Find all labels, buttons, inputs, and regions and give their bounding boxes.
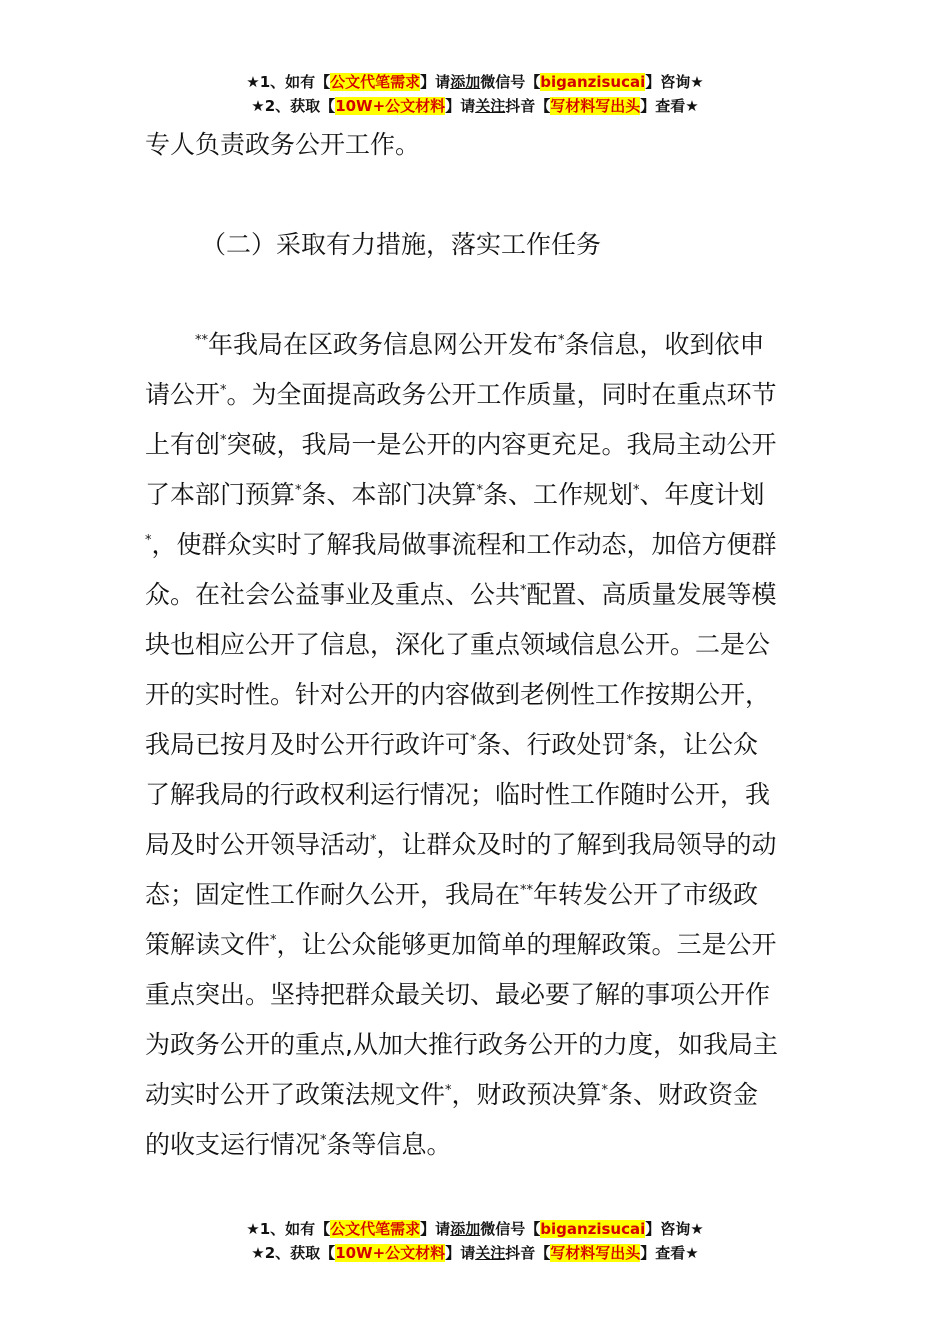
paragraph-line: *，使群众实时了解我局做事流程和工作动态，加倍方便群 [145, 530, 777, 559]
banner-text: 抖音【 [505, 97, 551, 115]
paragraph-line: 的收支运行情况*条等信息。 [145, 1130, 452, 1159]
banner-line-2 [0, 94, 950, 118]
banner-highlight: 公文代笔需求 [330, 73, 421, 91]
section-heading-block [145, 220, 810, 270]
banner-highlight: 写材料写出头 [550, 1244, 641, 1262]
document-body [145, 120, 810, 170]
banner-underlined-text: 关注 [475, 1244, 506, 1262]
banner-highlight: 10W+公文材料 [335, 97, 446, 115]
paragraph-line: 态；固定性工作耐久公开，我局在**年转发公开了市级政 [145, 880, 759, 909]
paragraph-line: 策解读文件*，让公众能够更加简单的理解政策。三是公开 [145, 930, 777, 959]
paragraph-line: 了本部门预算*条、本部门决算*条、工作规划*、年度计划 [145, 480, 765, 509]
banner-highlight: 公文代笔需求 [330, 1220, 421, 1238]
paragraph-line: 动实时公开了政策法规文件*，财政预决算*条、财政资金 [145, 1080, 759, 1109]
banner-text: 】查看★ [640, 97, 699, 115]
banner-line-1 [0, 1217, 950, 1241]
paragraph-line: 开的实时性。针对公开的内容做到老例性工作按期公开， [145, 680, 771, 709]
paragraph-line: 我局已按月及时公开行政许可*条、行政处罚*条，让公众 [145, 730, 759, 759]
paragraph-line: 了解我局的行政权利运行情况；临时性工作随时公开，我 [145, 780, 771, 809]
banner-text: 微信号【 [480, 1220, 541, 1238]
banner-text: 】请 [445, 97, 476, 115]
banner-text: 】请 [445, 1244, 476, 1262]
paragraph-line: 块也相应公开了信息，深化了重点领域信息公开。二是公 [145, 630, 771, 659]
paragraph-line: 重点突出。坚持把群众最关切、最必要了解的事项公开作 [145, 980, 771, 1009]
continuation-line: 专人负责政务公开工作。 [145, 130, 421, 159]
banner-underlined-text: 添加 [450, 1220, 481, 1238]
banner-text: 】咨询★ [645, 1220, 704, 1238]
banner-text: ★1、如有【 [246, 73, 331, 91]
banner-text: 抖音【 [505, 1244, 551, 1262]
banner-highlight: biganzisucai [540, 1220, 646, 1238]
banner-text: 】咨询★ [645, 73, 704, 91]
banner-underlined-text: 关注 [475, 97, 506, 115]
banner-text: ★2、获取【 [251, 1244, 336, 1262]
banner-highlight: 写材料写出头 [550, 97, 641, 115]
banner-highlight: 10W+公文材料 [335, 1244, 446, 1262]
paragraph-line: 请公开*。为全面提高政务公开工作质量，同时在重点环节 [145, 380, 777, 409]
paragraph-line: 上有创*突破，我局一是公开的内容更充足。我局主动公开 [145, 430, 777, 459]
banner-text: 微信号【 [480, 73, 541, 91]
banner-underlined-text: 添加 [450, 73, 481, 91]
paragraph-line: **年我局在区政务信息网公开发布*条信息，收到依申 [195, 330, 765, 359]
banner-text: ★1、如有【 [246, 1220, 331, 1238]
paragraph-line: 局及时公开领导活动*，让群众及时的了解到我局领导的动 [145, 830, 777, 859]
banner-text: 】查看★ [640, 1244, 699, 1262]
banner-text: 】请 [420, 73, 451, 91]
banner-line-1 [0, 70, 950, 94]
banner-text: ★2、获取【 [251, 97, 336, 115]
section-heading: （二）采取有力措施，落实工作任务 [201, 230, 602, 259]
banner-highlight: biganzisucai [540, 73, 646, 91]
banner-text: 】请 [420, 1220, 451, 1238]
paragraph-line: 众。在社会公益事业及重点、公共*配置、高质量发展等模 [145, 580, 777, 609]
paragraph-line: 为政务公开的重点,从加大推行政务公开的力度，如我局主 [145, 1030, 778, 1059]
footer-banner [0, 1217, 950, 1265]
header-banner [0, 70, 950, 118]
body-paragraph [145, 320, 810, 1170]
banner-line-2 [0, 1241, 950, 1265]
